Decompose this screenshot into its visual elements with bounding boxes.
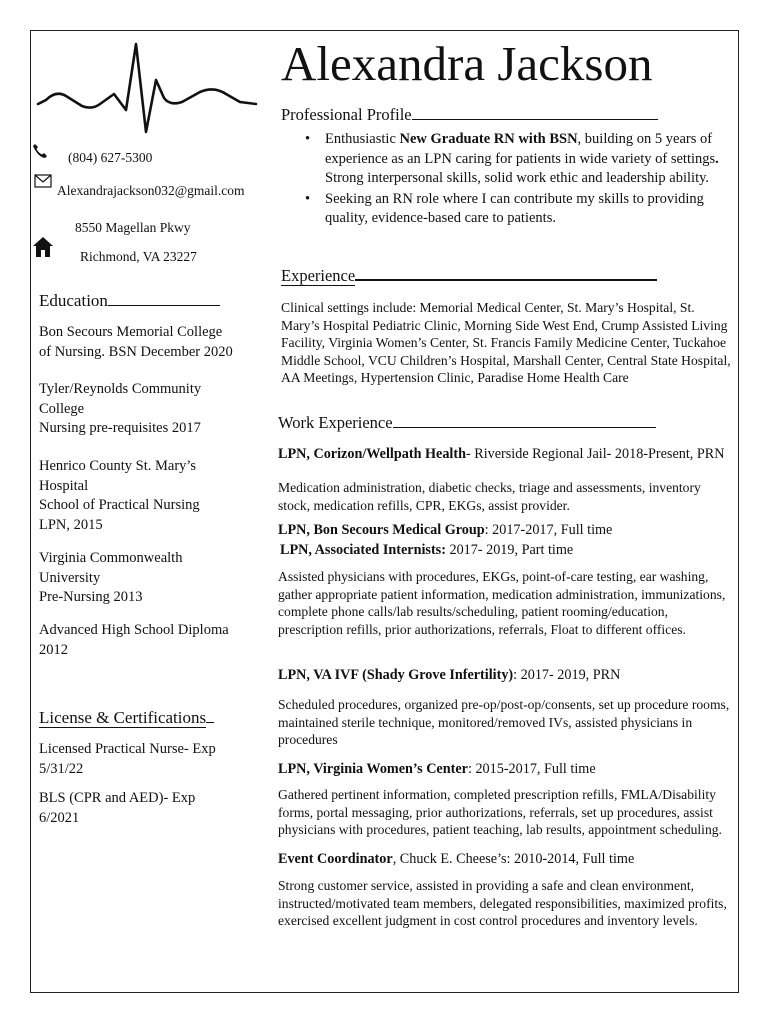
address-line-1: 8550 Magellan Pkwy <box>75 220 191 235</box>
job-title-virginia-womens: LPN, Virginia Women’s Center: 2015-2017, Full time <box>278 761 596 777</box>
education-item-2: Tyler/Reynolds Community College Nursing pre-requisites 2017 <box>39 381 202 436</box>
profile-bullet-1: • Enthusiastic New Graduate RN with BSN, building on 5 years of experience as an LPN caring for patients in wide variety of settings. Strong interpersonal skills, solid work ethic and leadership ability. <box>303 130 733 189</box>
work-experience-heading: Work Experience <box>278 413 656 433</box>
address-line-2: Richmond, VA 23227 <box>80 249 197 264</box>
profile-heading: Professional Profile <box>281 105 658 125</box>
job-desc-va-ivf: Scheduled procedures, organized pre-op/post-op/consents, set up procedure rooms, maintained sterile technique, monitored/removed IVs, assisted physicians in procedures <box>278 697 730 748</box>
job-title-bon-secours: LPN, Bon Secours Medical Group: 2017-2017, Full time <box>278 522 613 538</box>
profile-bullets <box>303 130 733 230</box>
candidate-name: Alexandra Jackson <box>281 36 653 91</box>
job-title-corizon: LPN, Corizon/Wellpath Health- Riverside Regional Jail- 2018-Present, PRN <box>278 446 725 462</box>
job-title-event-coordinator: Event Coordinator, Chuck E. Cheese’s: 2010-2014, Full time <box>278 851 635 867</box>
phone-icon <box>32 143 48 159</box>
job-desc-corizon: Medication administration, diabetic checks, triage and assessments, inventory stock, medication refills, CPR, EKGs, assist provider. <box>278 480 701 513</box>
job-desc-event-coordinator: Strong customer service, assisted in providing a safe and clean environment, instructed/motivated team members, delegated responsibilities, maximized profits, exercised excellent judgment in cost control procedures and inventory levels. <box>278 878 727 929</box>
clinical-settings-text: Clinical settings include: Memorial Medical Center, St. Mary’s Hospital, St. Mary’s Hospital Pediatric Clinic, Morning Side West End, Crump Assisted Living Facility, Virginia Women’s Center, St. Francis Family Medicine Center, Tuckahoe Middle School, VCU Children’s Hospital, Marshall Center, Central State Hospital, AA Meetings, Hypertension Clinic, Paradise Home Health Care <box>281 300 731 386</box>
education-item-1: Bon Secours Memorial College of Nursing. BSN December 2020 <box>39 324 233 360</box>
license-item-2: BLS (CPR and AED)- Exp 6/2021 <box>39 790 196 826</box>
job-title-va-ivf: LPN, VA IVF (Shady Grove Infertility): 2017- 2019, PRN <box>278 667 621 683</box>
education-item-5: Advanced High School Diploma 2012 <box>39 622 229 658</box>
education-item-3: Henrico County St. Mary’s Hospital School of Practical Nursing LPN, 2015 <box>39 458 200 533</box>
envelope-icon <box>34 174 52 188</box>
education-heading: Education <box>39 291 220 311</box>
phone-number: (804) 627-5300 <box>68 150 153 165</box>
job-title-associated-internists: LPN, Associated Internists: 2017- 2019, Part time <box>280 542 574 558</box>
experience-heading: Experience <box>281 266 657 286</box>
house-icon <box>32 236 54 258</box>
job-desc-virginia-womens: Gathered pertinent information, completed prescription refills, FMLA/Disability forms, portal messaging, prior authorizations, referrals, set up procedures, assist physicians with procedures, patient teaching, lab results, appointment scheduling. <box>278 787 722 838</box>
job-desc-associated-internists: Assisted physicians with procedures, EKGs, point-of-care testing, ear washing, gather appropriate patient information, medication administration, immunizations, complete phone calls/lab results/scheduling, patient rooming/education, prescription refills, prior authorizations, referrals, Float to different offices. <box>278 569 726 637</box>
education-item-4: Virginia Commonwealth University Pre-Nursing 2013 <box>39 550 183 605</box>
profile-bullet-2: • Seeking an RN role where I can contribute my skills to providing quality, evidence-based care to patients. <box>303 190 733 229</box>
license-heading: License & Certifications <box>39 708 214 728</box>
license-item-1: Licensed Practical Nurse- Exp 5/31/22 <box>39 741 216 777</box>
heartbeat-line-icon <box>36 36 258 136</box>
email-address: Alexandrajackson032@gmail.com <box>57 183 245 198</box>
